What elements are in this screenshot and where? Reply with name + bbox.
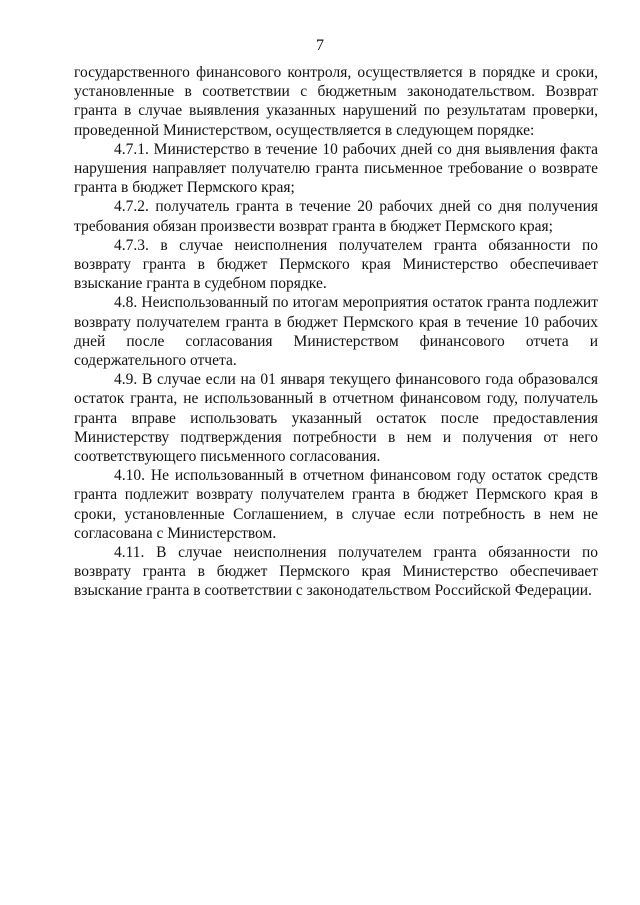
paragraph-4-7-1: 4.7.1. Министерство в течение 10 рабочих дней со дня выявления факта нарушения направляет получателю гранта письменное требование о возврате гранта в бюджет Пермского края;: [74, 140, 598, 197]
paragraph-4-8: 4.8. Неиспользованный по итогам мероприятия остаток гранта подлежит возврату получателем гранта в бюджет Пермского края в течение 10 рабочих дней после согласования Министерством финансового отчета и содержательного отчета.: [74, 294, 598, 370]
paragraph-4-7-3: 4.7.3. в случае неисполнения получателем гранта обязанности по возврату гранта в бюджет Пермского края Министерство обеспечивает взыскание гранта в судебном порядке.: [74, 236, 598, 293]
document-body: [74, 63, 598, 601]
paragraph-4-7-2: 4.7.2. получатель гранта в течение 20 рабочих дней со дня получения требования обязан произвести возврат гранта в бюджет Пермского края;: [74, 198, 598, 235]
paragraph-4-10: 4.10. Не использованный в отчетном финансовом году остаток средств гранта подлежит возврату получателем гранта в бюджет Пермского края в сроки, установленные Соглашением, в случае если потребность в нем не согласована с Министерством.: [74, 467, 598, 542]
paragraph-4-11: 4.11. В случае неисполнения получателем гранта обязанности по возврату гранта в бюджет Пермского края Министерство обеспечивает взыскание гранта в соответствии с законодательством Российской Федерации.: [74, 544, 598, 600]
paragraph-4-9: 4.9. В случае если на 01 января текущего финансового года образовался остаток гранта, не использованный в отчетном финансовом году, получатель гранта вправе использовать указанный остаток после предоставления Министерству подтверждения потребности в нем и получения от него соответствующего письменного согласования.: [74, 371, 598, 466]
page-number: 7: [316, 37, 324, 54]
paragraph-continuation: государственного финансового контроля, осуществляется в порядке и сроки, установленные в соответствии с бюджетным законодательством. Возврат гранта в случае выявления указанных нарушений по результатам проверки, проведенной Министерством, осуществляется в следующем порядке:: [74, 64, 598, 139]
